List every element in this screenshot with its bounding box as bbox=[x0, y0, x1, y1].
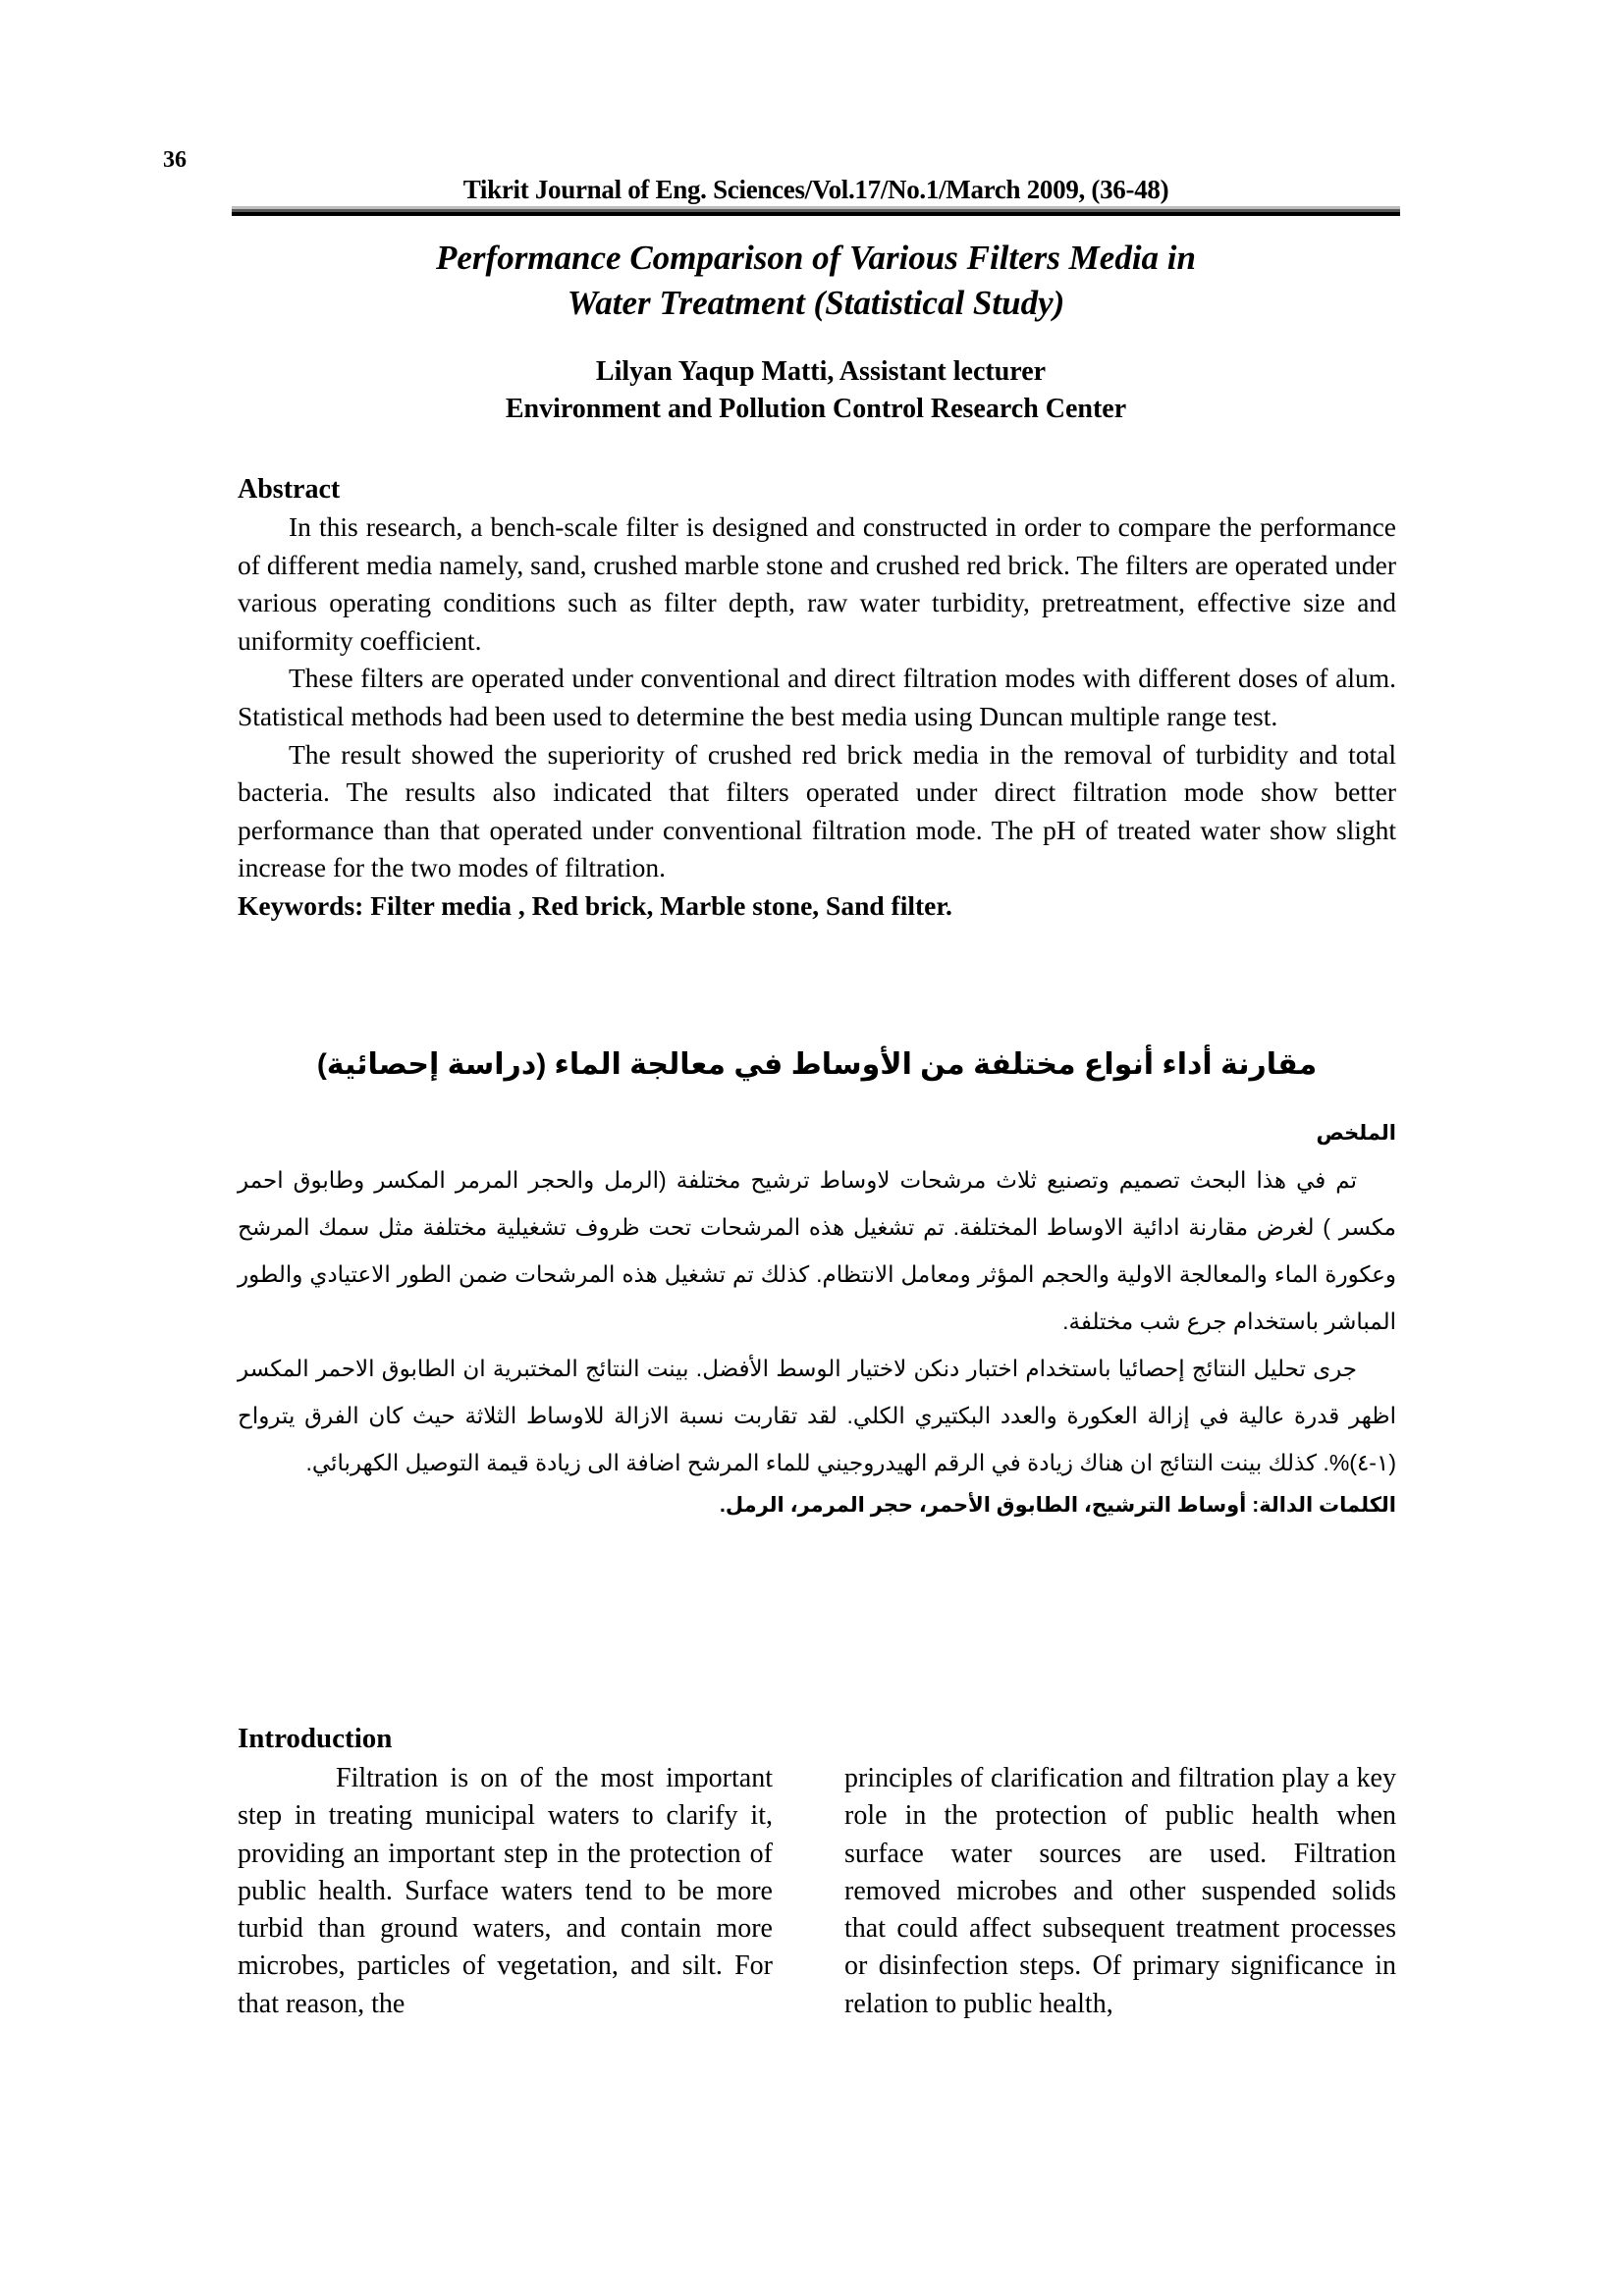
abstract-paragraph: In this research, a bench-scale filter is designed and constructed in order to compare the performance of different media namely, sand, crushed marble stone and crushed red brick. The filters are operated under various operating conditions such as filter depth, raw water turbidity, pretreatment, effective size and uniformity coefficient. bbox=[238, 511, 1396, 656]
introduction-left-column bbox=[238, 1760, 773, 2023]
introduction-right-column bbox=[844, 1760, 1396, 2023]
author-block bbox=[232, 353, 1400, 428]
arabic-abstract-heading: الملخص bbox=[1316, 1122, 1396, 1145]
abstract-paragraph: The result showed the superiority of crushed red brick media in the removal of turbidity and total bacteria. The results also indicated that filters operated under direct filtration mode show better performance than that operated under conventional filtration mode. The pH of treated water show slight increase for the two modes of filtration. bbox=[238, 738, 1396, 883]
running-header: Tikrit Journal of Eng. Sciences/Vol.17/No.1/March 2009, (36-48) bbox=[462, 175, 1169, 204]
introduction-heading: Introduction bbox=[238, 1723, 393, 1754]
abstract-section bbox=[238, 471, 1396, 926]
abstract-paragraph: These filters are operated under conventional and direct filtration modes with different doses of alum. Statistical methods had been used to determine the best media using Duncan multiple range test. bbox=[238, 663, 1396, 731]
article-title bbox=[232, 236, 1400, 326]
introduction-paragraph: principles of clarification and filtration play a key role in the protection of public health when surface water sources are used. Filtration removed microbes and other suspended solids that could affect subsequent treatment processes or disinfection steps. Of primary significance in relation to public health, bbox=[844, 1763, 1396, 2019]
title-line-1: Performance Comparison of Various Filters Media in bbox=[436, 239, 1196, 277]
author-affiliation: Environment and Pollution Control Research Center bbox=[505, 394, 1127, 424]
abstract-keywords: Keywords: Filter media , Red brick, Marble stone, Sand filter. bbox=[238, 889, 952, 921]
abstract-heading: Abstract bbox=[238, 474, 341, 505]
arabic-title: مقارنة أداء أنواع مختلفة من الأوساط في معالجة الماء (دراسة إحصائية) bbox=[316, 1048, 1318, 1081]
page-number: 36 bbox=[163, 147, 187, 173]
arabic-abstract-paragraph: جرى تحليل النتائج إحصائيا باستخدام اختبار دنكن لاختيار الوسط الأفضل. بينت النتائج المختبرية ان الطابوق الاحمر المكسر اظهر قدرة عالية في إزالة العكورة والعدد البكتيري الكلي. لقد تقاربت نسبة الازالة للاوساط الثلاثة حيث كان الفرق يترواح (١-٤)%. كذلك بينت النتائج ان هناك زيادة في الرقم الهيدروجيني للماء المرشح اضافة الى زيادة قيمة التوصيل الكهربائي. bbox=[238, 1356, 1396, 1475]
arabic-abstract-paragraph: تم في هذا البحث تصميم وتصنيع ثلاث مرشحات لاوساط ترشيح مختلفة (الرمل والحجر المرمر المكسر وطابوق احمر مكسر ) لغرض مقارنة ادائية الاوساط المختلفة. تم تشغيل هذه المرشحات تحت ظروف تشغيلية مختلفة مثل سمك المرشح وعكورة الماء والمعالجة الاولية والحجم المؤثر ومعامل الانتظام. كذلك تم تشغيل هذه المرشحات ضمن الطور الاعتيادي والطور المباشر باستخدام جرع شب مختلفة. bbox=[238, 1167, 1396, 1334]
title-line-2: Water Treatment (Statistical Study) bbox=[567, 284, 1065, 322]
header-rule-divider bbox=[232, 206, 1400, 216]
arabic-abstract-section bbox=[238, 1041, 1396, 1523]
arabic-keywords: الكلمات الدالة: أوساط الترشيح، الطابوق الأحمر، حجر المرمر، الرمل. bbox=[720, 1494, 1396, 1517]
introduction-paragraph: Filtration is on of the most important step in treating municipal waters to clarify it, providing an important step in the protection of public health. Surface waters tend to be more turbid than ground waters, and contain more microbes, particles of vegetation, and silt. For that reason, the bbox=[238, 1763, 773, 2019]
author-name: Lilyan Yaqup Matti, Assistant lecturer bbox=[595, 356, 1047, 387]
